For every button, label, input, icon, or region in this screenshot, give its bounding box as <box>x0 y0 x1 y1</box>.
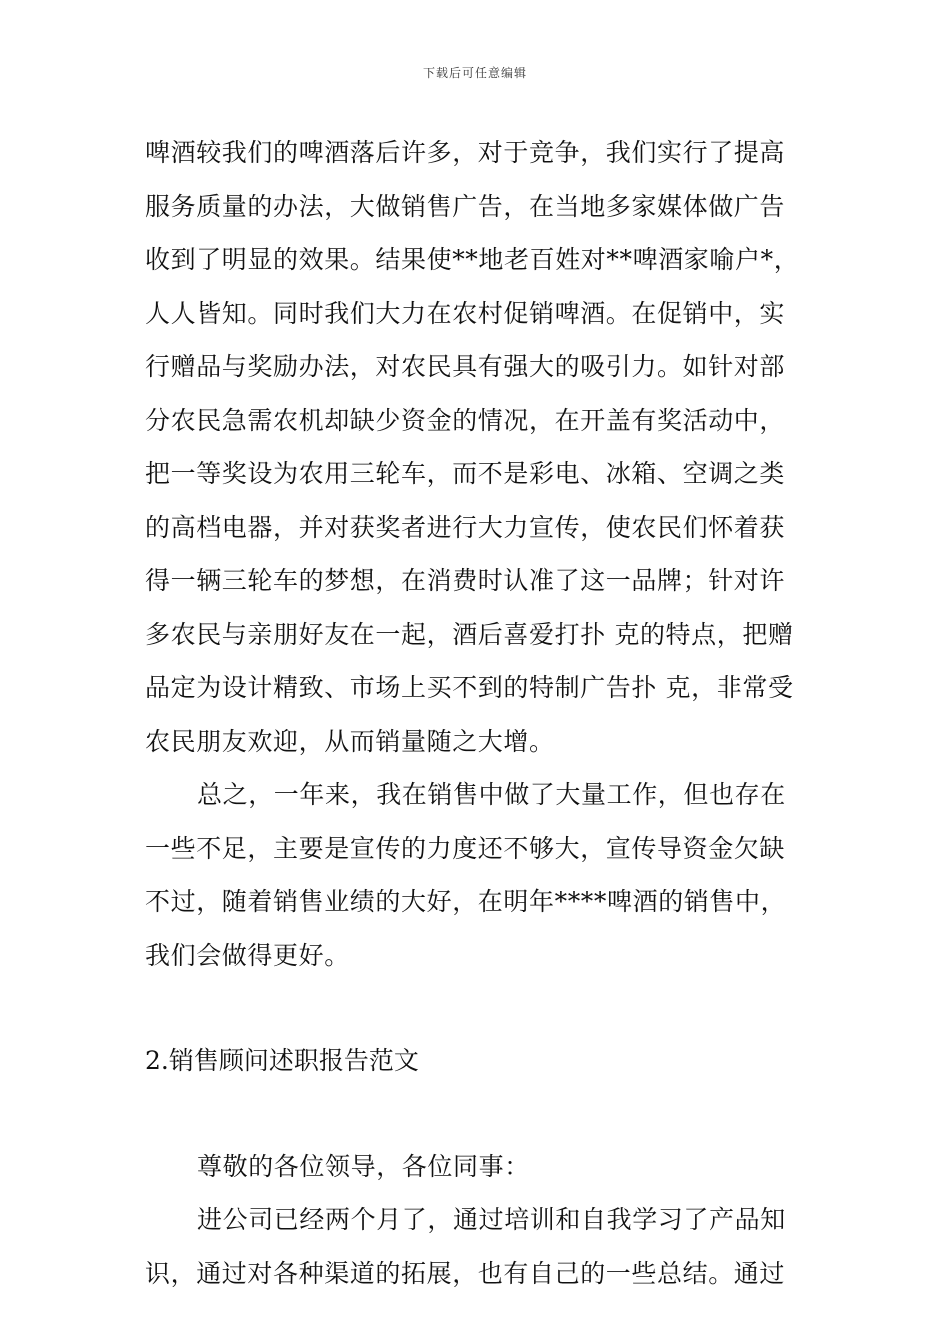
text-line: 收到了明显的效果。结果使**地老百姓对**啤酒家喻户*， <box>145 245 800 274</box>
text-line: 得一辆三轮车的梦想，在消费时认准了这一品牌；针对许 <box>145 566 786 595</box>
text-line: 分农民急需农机却缺少资金的情况，在开盖有奖活动中， <box>145 405 786 435</box>
text-line: 农民朋友欢迎，从而销量随之大增。 <box>145 726 555 756</box>
paragraph-2 <box>145 768 810 982</box>
text-line: 总之，一年来，我在销售中做了大量工作，但也存在 <box>197 780 786 809</box>
text-line: 品定为设计精致、市场上买不到的特制广告扑 克，非常受 <box>145 673 794 702</box>
text-line: 啤酒较我们的啤酒落后许多，对于竞争，我们实行了提高 <box>145 138 786 167</box>
text-line: 的高档电器，并对获奖者进行大力宣传，使农民们怀着获 <box>145 512 786 542</box>
text-line: 行赠品与奖励办法，对农民具有强大的吸引力。如针对部 <box>145 352 786 381</box>
text-line: 把一等奖设为农用三轮车，而不是彩电、冰箱、空调之类 <box>145 459 786 488</box>
text-line: 进公司已经两个月了，通过培训和自我学习了产品知 <box>197 1205 786 1234</box>
text-line: 我们会做得更好。 <box>145 940 350 970</box>
document-body <box>145 126 810 1300</box>
section-title: 2.销售顾问述职报告范文 <box>145 1046 419 1075</box>
text-line: 服务质量的办法，大做销售广告，在当地多家媒体做广告 <box>145 191 786 221</box>
text-line: 人人皆知。同时我们大力在农村促销啤酒。在促销中，实 <box>145 298 786 328</box>
header-note: 下载后可任意编辑 <box>422 66 527 80</box>
text-line: 一些不足，主要是宣传的力度还不够大，宣传导资金欠缺 <box>145 833 786 863</box>
paragraph-3 <box>145 1193 810 1300</box>
paragraph-1 <box>145 126 810 768</box>
text-line: 多农民与亲朋好友在一起，酒后喜爱打扑 克的特点，把赠 <box>145 619 794 649</box>
text-line: 识，通过对各种渠道的拓展，也有自己的一些总结。通过 <box>145 1258 786 1288</box>
greeting: 尊敬的各位领导，各位同事： <box>197 1151 530 1181</box>
text-line: 不过，随着销售业绩的大好，在明年****啤酒的销售中， <box>145 887 787 916</box>
